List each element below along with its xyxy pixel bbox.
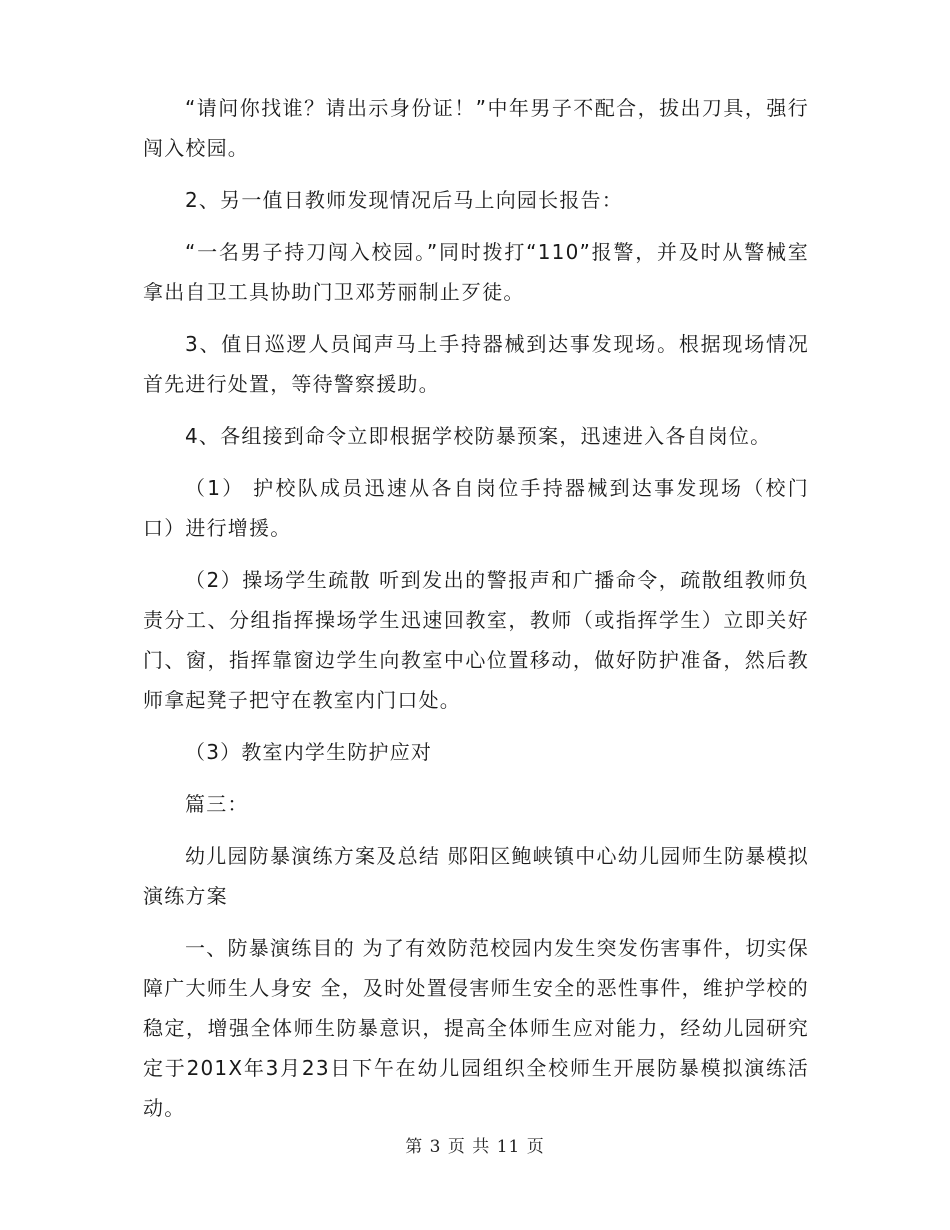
paragraph-6: （1） 护校队成员迅速从各自岗位手持器械到达事发现场（校门口）进行增援。: [143, 476, 809, 540]
document-body: [143, 88, 809, 1140]
paragraph-5: 4、各组接到命令立即根据学校防暴预案，迅速进入各自岗位。: [185, 424, 772, 448]
paragraph-7: （2）操场学生疏散 听到发出的警报声和广播命令，疏散组教师负责分工、分组指挥操场学生迅速回教室，教师（或指挥学生）立即关好门、窗，指挥靠窗边学生向教室中心位置移动，做好防护准备，然后教师拿起凳子把守在教室内门口处。: [143, 568, 809, 712]
paragraph-8: （3）教室内学生防护应对: [185, 740, 433, 764]
section-heading: 篇三：: [185, 792, 249, 816]
document-title: 幼儿园防暴演练方案及总结 郧阳区鲍峡镇中心幼儿园师生防暴模拟演练方案: [143, 844, 809, 908]
paragraph-11: 一、防暴演练目的 为了有效防范校园内发生突发伤害事件，切实保障广大师生人身安 全，及时处置侵害师生安全的恶性事件，维护学校的稳定，增强全体师生防暴意识，提高全体师生应对能力，经幼儿园研究定于201X年3月23日下午在幼儿园组织全校师生开展防暴模拟演练活动。: [143, 936, 809, 1120]
paragraph-2: 2、另一值日教师发现情况后马上向园长报告：: [185, 188, 623, 212]
paragraph-1: “请问你找谁？请出示身份证！”中年男子不配合，拔出刀具，强行闯入校园。: [143, 96, 809, 160]
paragraph-3: “一名男子持刀闯入校园。”同时拨打“110”报警，并及时从警械室拿出自卫工具协助门卫邓芳丽制止歹徒。: [143, 240, 809, 304]
page-number-footer: 第 3 页 共 11 页: [405, 1137, 545, 1157]
paragraph-4: 3、值日巡逻人员闻声马上手持器械到达事发现场。根据现场情况首先进行处置，等待警察援助。: [143, 332, 809, 396]
